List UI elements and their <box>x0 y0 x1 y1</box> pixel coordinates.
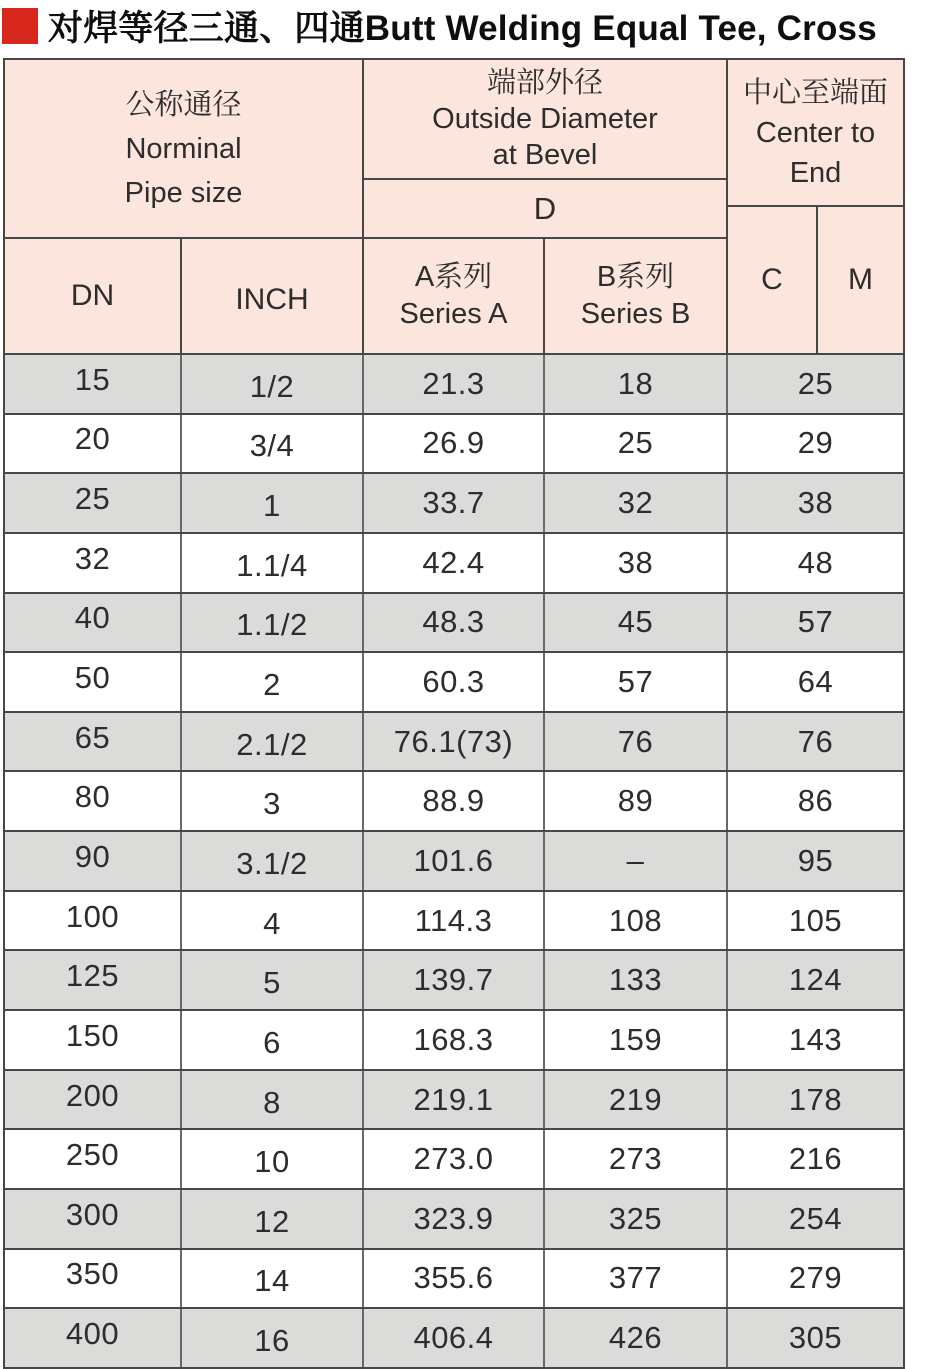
table-row <box>5 1250 903 1310</box>
cell-center-to-end: 305 <box>788 1320 843 1356</box>
table-row <box>5 832 903 892</box>
header-outside-diameter <box>364 60 726 178</box>
cell-center-to-end: 25 <box>797 365 834 401</box>
header-c: C <box>728 207 818 353</box>
cell-center-to-end: 76 <box>797 723 834 759</box>
cell-center-to-end: 124 <box>788 962 843 998</box>
header-center-to-end <box>728 60 903 205</box>
cell-dn: 125 <box>5 951 182 1009</box>
table-row <box>5 355 903 415</box>
cell-series-a: 273.0 <box>364 1130 545 1188</box>
table-row <box>5 415 903 475</box>
cell-dn: 25 <box>5 474 182 532</box>
header-series-b <box>545 239 726 353</box>
table-row <box>5 594 903 654</box>
cell-inch: 6 <box>182 1011 364 1069</box>
cell-series-b: 18 <box>545 355 728 413</box>
cell-inch: 16 <box>182 1309 364 1367</box>
cell-series-a: 21.3 <box>364 355 545 413</box>
cell-inch: 2 <box>182 653 364 711</box>
cell-inch: 3/4 <box>182 415 364 473</box>
header-series-a <box>364 239 545 353</box>
table-row <box>5 713 903 773</box>
cell-inch: 8 <box>182 1071 364 1129</box>
header-nominal-zh: 公称通径 <box>125 88 242 121</box>
cell-series-b: 133 <box>545 951 728 1009</box>
cell-dn: 150 <box>5 1011 182 1069</box>
cell-series-a: 114.3 <box>364 892 545 950</box>
table-header <box>3 58 905 355</box>
cell-dn: 65 <box>5 713 182 771</box>
cell-inch: 2.1/2 <box>182 713 364 771</box>
cell-series-b: 273 <box>545 1130 728 1188</box>
header-od-zh: 端部外径 <box>486 67 603 99</box>
cell-dn: 350 <box>5 1250 182 1308</box>
table-row <box>5 1011 903 1071</box>
cell-series-a: 48.3 <box>364 594 545 652</box>
cell-inch: 3 <box>182 772 364 830</box>
cell-center-to-end: 57 <box>797 604 834 640</box>
header-series-a-zh: A系列 <box>414 261 493 293</box>
cell-series-b: 57 <box>545 653 728 711</box>
cell-series-a: 323.9 <box>364 1190 545 1248</box>
header-m: M <box>848 263 873 296</box>
header-cte-en1: Center to <box>755 116 876 149</box>
cell-dn: 100 <box>5 892 182 950</box>
table-row <box>5 1130 903 1190</box>
header-nominal-pipe-size <box>5 60 362 237</box>
cell-center-to-end: 95 <box>797 842 834 878</box>
cell-center-to-end: 279 <box>788 1260 843 1296</box>
header-cte-en2: End <box>789 156 842 189</box>
cell-dn: 40 <box>5 594 182 652</box>
cell-center-to-end: 29 <box>797 425 834 461</box>
page-title: 对焊等径三通、四通Butt Welding Equal Tee, Cross <box>48 9 877 48</box>
header-group-nominal <box>5 60 362 353</box>
cell-dn: 15 <box>5 355 182 413</box>
header-nominal-en1: Norminal <box>125 132 242 165</box>
cell-dn: 50 <box>5 653 182 711</box>
cell-center-to-end: 143 <box>788 1021 843 1057</box>
header-group-outside-diameter <box>362 60 726 353</box>
cell-inch: 1/2 <box>182 355 364 413</box>
cell-inch: 3.1/2 <box>182 832 364 890</box>
table-row <box>5 951 903 1011</box>
cell-center-to-end: 105 <box>788 902 843 938</box>
table-body <box>3 355 905 1369</box>
cell-inch: 1 <box>182 474 364 532</box>
cell-series-b: 89 <box>545 772 728 830</box>
cell-series-b: 45 <box>545 594 728 652</box>
cell-series-a: 76.1(73) <box>364 713 545 771</box>
header-cte-zh: 中心至端面 <box>742 76 888 109</box>
header-row-series <box>364 237 726 353</box>
table-row <box>5 1071 903 1131</box>
header-series-b-en: Series B <box>580 298 691 330</box>
cell-inch: 14 <box>182 1250 364 1308</box>
cell-dn: 80 <box>5 772 182 830</box>
cell-inch: 5 <box>182 951 364 1009</box>
cell-dn: 200 <box>5 1071 182 1129</box>
cell-series-a: 88.9 <box>364 772 545 830</box>
header-series-b-zh: B系列 <box>596 261 675 293</box>
header-series-a-en: Series A <box>399 298 508 330</box>
table-row <box>5 1309 903 1369</box>
cell-series-a: 101.6 <box>364 832 545 890</box>
cell-dn: 300 <box>5 1190 182 1248</box>
cell-series-a: 42.4 <box>364 534 545 592</box>
header-od-en1: Outside Diameter <box>432 103 658 135</box>
cell-series-b: 426 <box>545 1309 728 1367</box>
header-row-c-m <box>728 205 903 353</box>
header-d: D <box>364 178 726 237</box>
header-od-en2: at Bevel <box>492 139 598 171</box>
cell-series-b: 108 <box>545 892 728 950</box>
cell-series-a: 168.3 <box>364 1011 545 1069</box>
header-inch: INCH <box>235 283 309 316</box>
cell-center-to-end: 48 <box>797 544 834 580</box>
cell-series-b: 25 <box>545 415 728 473</box>
cell-series-b: 76 <box>545 713 728 771</box>
cell-inch: 12 <box>182 1190 364 1248</box>
cell-center-to-end: 216 <box>788 1141 843 1177</box>
cell-center-to-end: 178 <box>788 1081 843 1117</box>
cell-series-b: 219 <box>545 1071 728 1129</box>
cell-series-b: 325 <box>545 1190 728 1248</box>
cell-series-b: – <box>545 832 728 890</box>
cell-center-to-end: 64 <box>797 664 834 700</box>
dimensions-table <box>3 58 905 1369</box>
table-row <box>5 772 903 832</box>
page-title-bar <box>2 6 877 46</box>
table-row <box>5 474 903 534</box>
cell-center-to-end: 38 <box>797 485 834 521</box>
title-bullet-square-icon <box>2 8 38 44</box>
cell-series-a: 406.4 <box>364 1309 545 1367</box>
cell-inch: 10 <box>182 1130 364 1188</box>
header-row-dn-inch <box>5 237 362 353</box>
cell-inch: 4 <box>182 892 364 950</box>
cell-series-a: 219.1 <box>364 1071 545 1129</box>
header-group-center-to-end <box>726 60 903 353</box>
cell-series-b: 159 <box>545 1011 728 1069</box>
table-row <box>5 653 903 713</box>
cell-series-b: 32 <box>545 474 728 532</box>
cell-series-a: 139.7 <box>364 951 545 1009</box>
table-row <box>5 534 903 594</box>
cell-center-to-end: 254 <box>788 1200 843 1236</box>
cell-inch: 1.1/2 <box>182 594 364 652</box>
cell-series-a: 33.7 <box>364 474 545 532</box>
cell-inch: 1.1/4 <box>182 534 364 592</box>
cell-series-a: 355.6 <box>364 1250 545 1308</box>
table-row <box>5 1190 903 1250</box>
cell-series-a: 60.3 <box>364 653 545 711</box>
cell-dn: 20 <box>5 415 182 473</box>
cell-dn: 32 <box>5 534 182 592</box>
header-nominal-en2: Pipe size <box>124 176 243 209</box>
cell-dn: 400 <box>5 1309 182 1367</box>
cell-center-to-end: 86 <box>797 783 834 819</box>
cell-series-b: 377 <box>545 1250 728 1308</box>
cell-dn: 90 <box>5 832 182 890</box>
header-dn: DN <box>5 239 182 353</box>
cell-series-b: 38 <box>545 534 728 592</box>
cell-series-a: 26.9 <box>364 415 545 473</box>
table-row <box>5 892 903 952</box>
cell-dn: 250 <box>5 1130 182 1188</box>
